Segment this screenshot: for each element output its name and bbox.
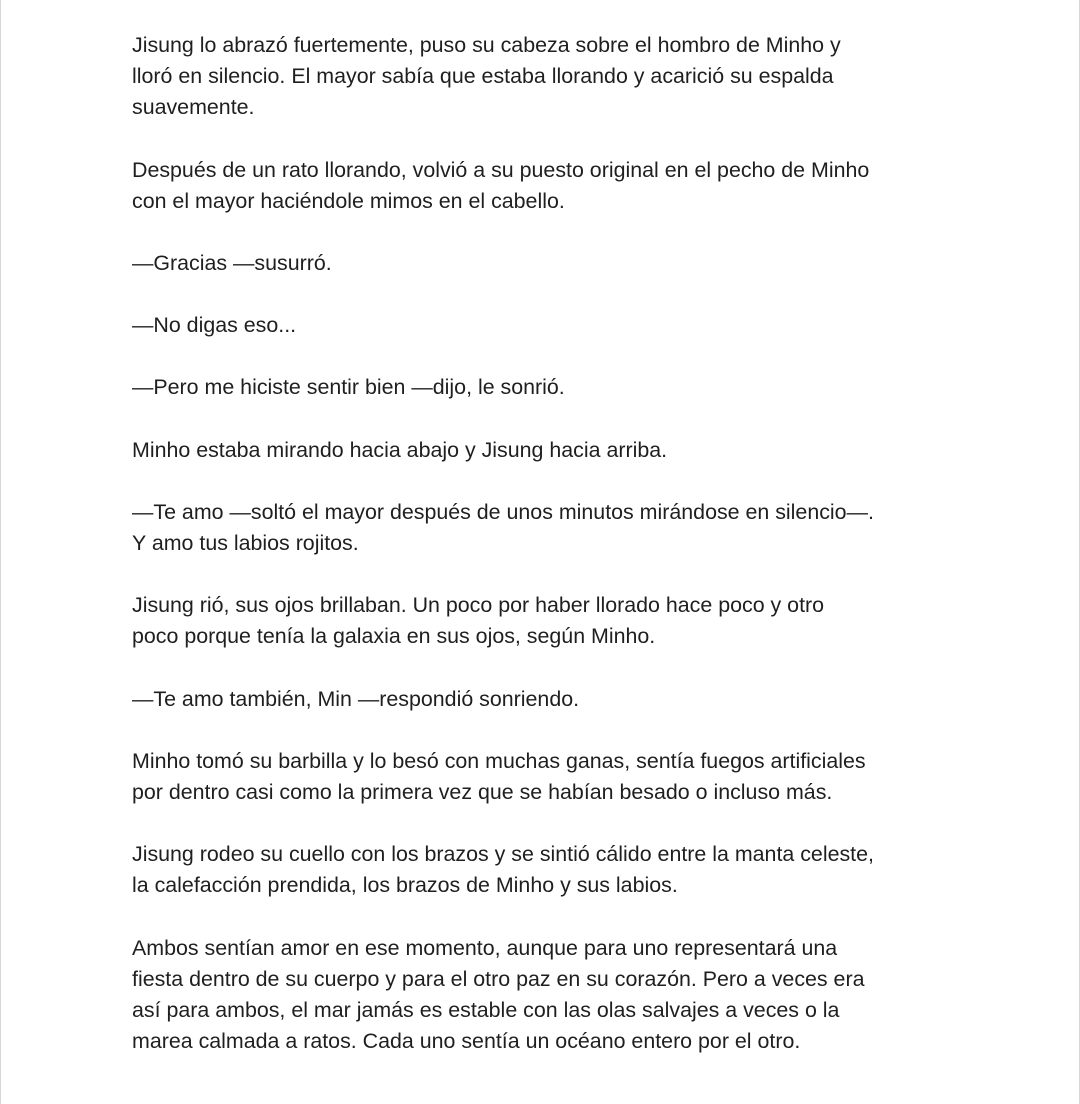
document-body [132,30,962,1088]
paragraph-8: Jisung rió, sus ojos brillaban. Un poco por haber llorado hace poco y otro poco porque tenía la galaxia en sus ojos, según Minho. [132,593,825,649]
paragraph-7: —Te amo —soltó el mayor después de unos minutos mirándose en silencio—. Y amo tus labios rojitos. [132,499,874,556]
paragraph-2: Después de un rato llorando, volvió a su puesto original en el pecho de Minho con el mayor haciéndole mimos en el cabello. [132,157,870,213]
paragraph-12: Ambos sentían amor en ese momento, aunque para uno representará una fiesta dentro de su cuerpo y para el otro paz en su corazón. Pero a veces era así para ambos, el mar jamás es estable con las olas salvajes a veces o la marea calmada a ratos. Cada uno sentía un océano entero por el otro. [132,935,865,1054]
paragraph-3: —Gracias —susurró. [132,251,332,276]
paragraph-4: —No digas eso... [132,313,297,338]
paragraph-11: Jisung rodeo su cuello con los brazos y se sintió cálido entre la manta celeste, la calefacción prendida, los brazos de Minho y sus labios. [132,842,874,898]
paragraph-5: —Pero me hiciste sentir bien —dijo, le sonrió. [132,375,565,400]
paragraph-6: Minho estaba mirando hacia abajo y Jisung hacia arriba. [132,437,668,462]
paragraph-10: Minho tomó su barbilla y lo besó con muchas ganas, sentía fuegos artificiales por dentro casi como la primera vez que se habían besado o incluso más. [132,748,866,805]
paragraph-9: —Te amo también, Min —respondió sonriendo. [132,686,580,711]
paragraph-1: Jisung lo abrazó fuertemente, puso su cabeza sobre el hombro de Minho y lloró en silencio. El mayor sabía que estaba llorando y acarició su espalda suavemente. [132,33,841,120]
